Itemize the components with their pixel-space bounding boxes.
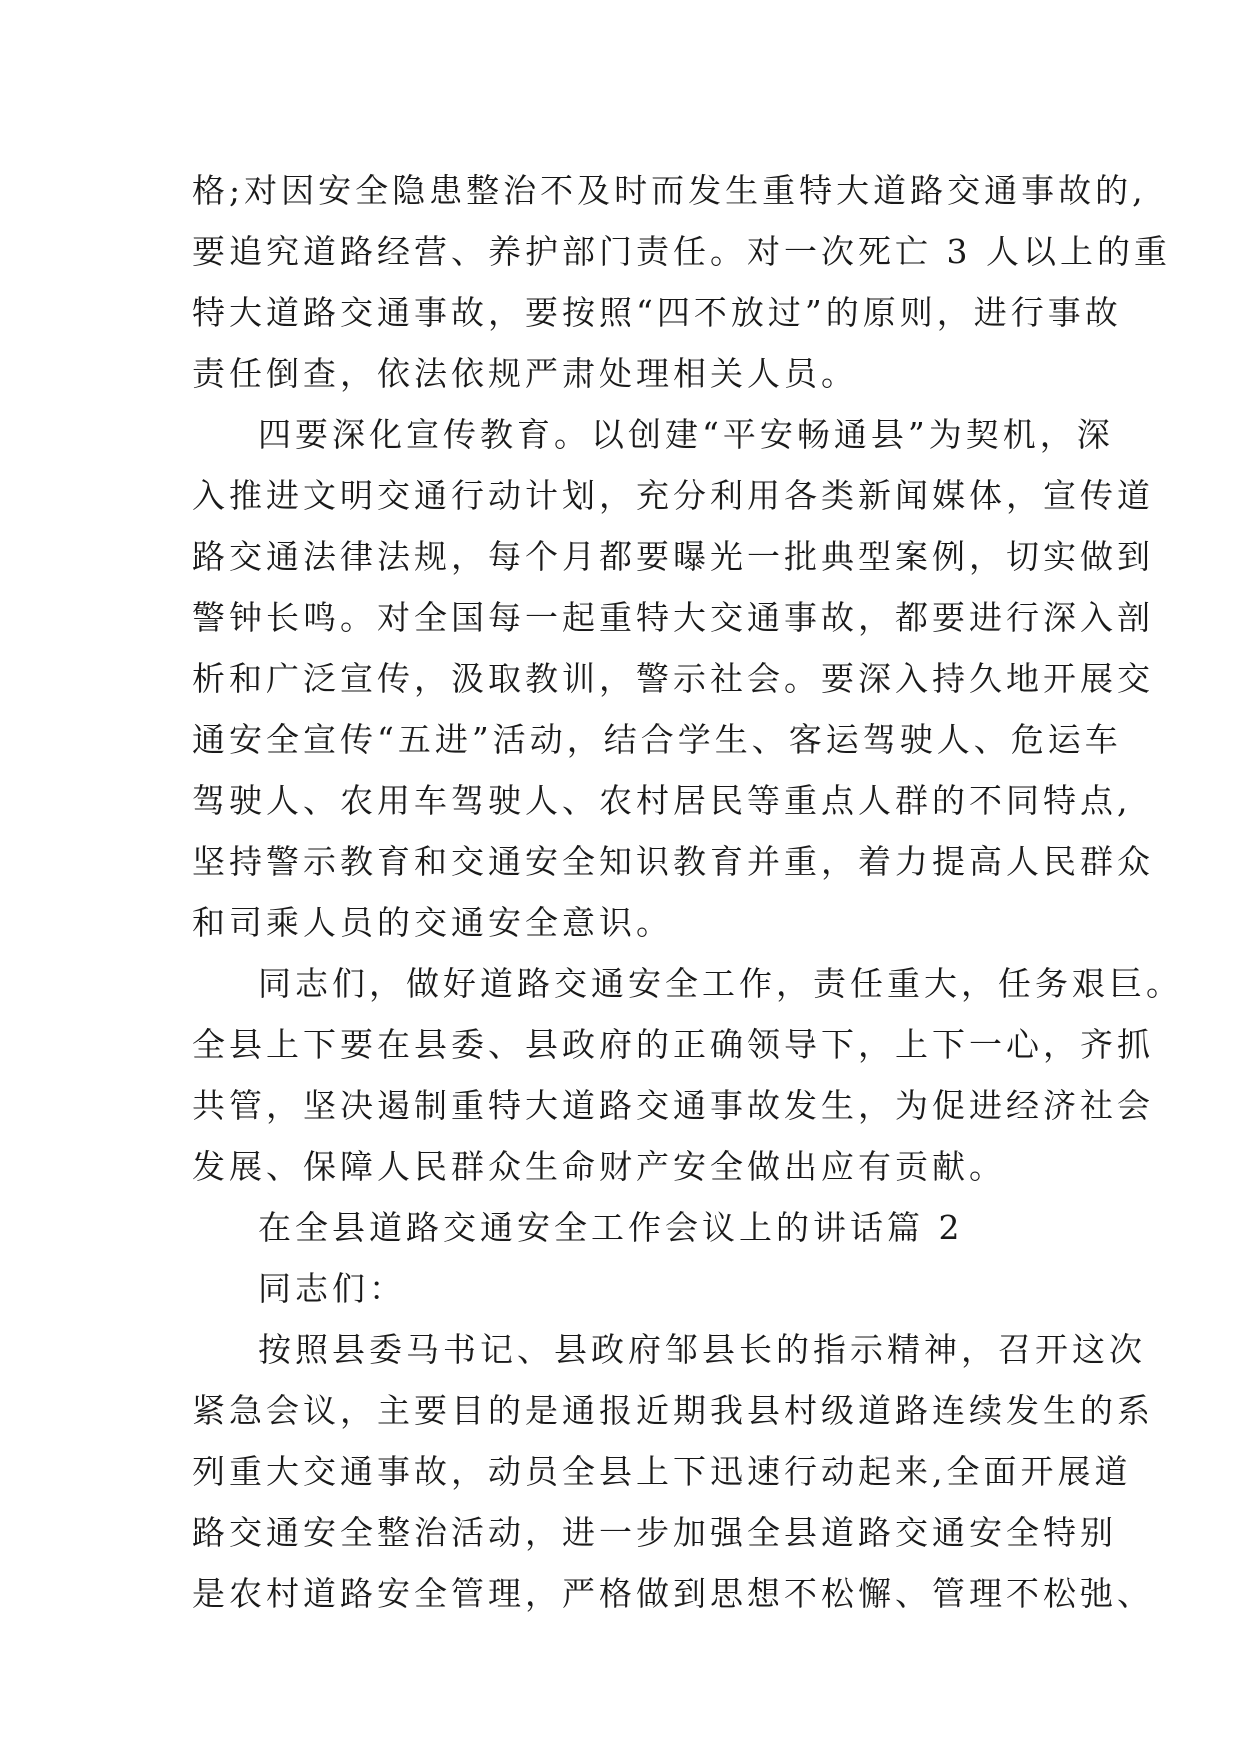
text-line: 要追究道路经营、养护部门责任。对一次死亡 3 人以上的重 (192, 232, 1171, 271)
text-line: 路交通法律法规，每个月都要曝光一批典型案例，切实做到 (192, 537, 1154, 576)
paragraph-start-line: 按照县委马书记、县政府邹县长的指示精神，召开这次 (258, 1330, 1146, 1369)
salutation: 同志们： (258, 1269, 406, 1308)
text-line: 入推进文明交通行动计划，充分利用各类新闻媒体，宣传道 (192, 476, 1154, 515)
document-body (192, 160, 1183, 1624)
text-line: 警钟长鸣。对全国每一起重特大交通事故，都要进行深入剖 (192, 598, 1154, 637)
text-line: 通安全宣传“五进”活动，结合学生、客运驾驶人、危运车 (192, 720, 1122, 759)
text-line: 坚持警示教育和交通安全知识教育并重，着力提高人民群众 (192, 842, 1154, 881)
text-line: 共管，坚决遏制重特大道路交通事故发生，为促进经济社会 (192, 1086, 1154, 1125)
text-line: 是农村道路安全管理，严格做到思想不松懈、管理不松弛、 (192, 1574, 1154, 1613)
text-line: 析和广泛宣传，汲取教训，警示社会。要深入持久地开展交 (192, 659, 1154, 698)
text-line: 紧急会议，主要目的是通报近期我县村级道路连续发生的系 (192, 1391, 1154, 1430)
text-line: 发展、保障人民群众生命财产安全做出应有贡献。 (192, 1147, 1006, 1186)
text-line: 格;对因安全隐患整治不及时而发生重特大道路交通事故的, (192, 171, 1147, 210)
text-line: 责任倒查，依法依规严肃处理相关人员。 (192, 354, 858, 393)
text-line: 和司乘人员的交通安全意识。 (192, 903, 673, 942)
text-line: 驾驶人、农用车驾驶人、农村居民等重点人群的不同特点, (192, 781, 1132, 820)
paragraph-start-line: 四要深化宣传教育。以创建“平安畅通县”为契机，深 (258, 415, 1114, 454)
text-line: 路交通安全整治活动，进一步加强全县道路交通安全特别 (192, 1513, 1117, 1552)
section-heading: 在全县道路交通安全工作会议上的讲话篇 2 (258, 1208, 964, 1247)
text-line: 全县上下要在县委、县政府的正确领导下，上下一心，齐抓 (192, 1025, 1154, 1064)
paragraph-start-line: 同志们，做好道路交通安全工作，责任重大，任务艰巨。 (258, 964, 1183, 1003)
text-line: 特大道路交通事故，要按照“四不放过”的原则，进行事故 (192, 293, 1122, 332)
text-line: 列重大交通事故，动员全县上下迅速行动起来,全面开展道 (192, 1452, 1132, 1491)
